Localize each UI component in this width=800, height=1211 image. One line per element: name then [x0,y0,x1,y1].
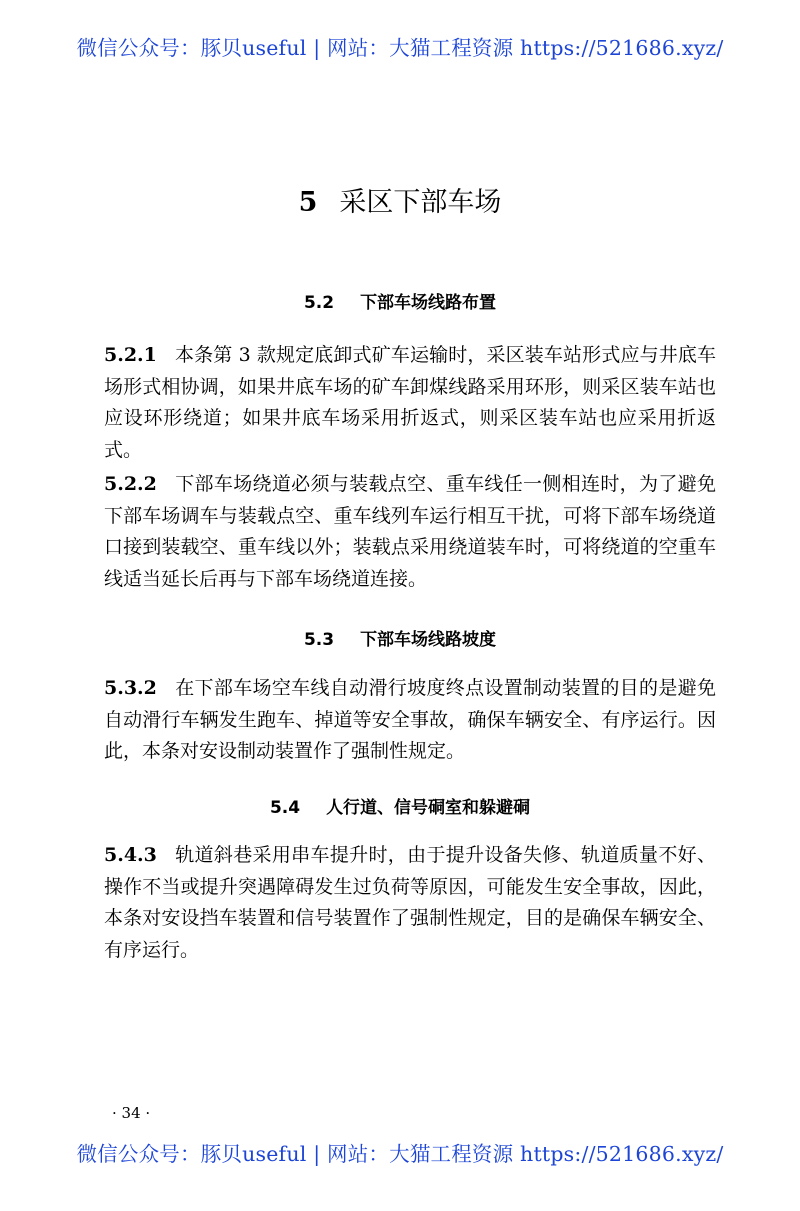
section-title-5-4 [0,793,800,818]
chapter-number: 5 [298,187,318,218]
section-name: 下部车场线路布置 [360,293,497,313]
section-name: 下部车场线路坡度 [360,630,497,650]
section-number: 5.3 [303,630,335,650]
chapter-name: 采区下部车场 [339,187,502,218]
clause-text: 轨道斜巷采用串车提升时，由于提升设备失修、轨道质量不好、操作不当或提升突遇障碍发生过负荷等原因，可能发生安全事故，因此，本条对安设挡车装置和信号装置作了强制性规定，目的是确保车辆安全、有序运行。 [104,844,716,961]
clause-5-2-1 [104,340,716,466]
clause-number: 5.2.2 [104,473,157,495]
section-name: 人行道、信号硐室和躲避硐 [326,798,531,818]
clause-5-4-3 [104,840,716,966]
chapter-title [0,180,800,219]
clause-text: 本条第 3 款规定底卸式矿车运输时，采区装车站形式应与井底车场形式相协调，如果井底车场的矿车卸煤线路采用环形，则采区装车站也应设环形绕道；如果井底车场采用折返式，则采区装车站也应采用折返式。 [104,344,716,461]
clause-number: 5.4.3 [104,844,157,866]
section-title-5-3 [0,625,800,650]
clause-number: 5.3.2 [104,677,157,699]
section-title-5-2 [0,288,800,313]
clause-5-2-2 [104,469,716,595]
watermark-bottom: 微信公众号：豚贝useful | 网站：大猫工程资源 https://521686.xyz/ [76,1142,724,1166]
clause-5-3-2 [104,673,716,768]
section-number: 5.4 [269,798,301,818]
page-number: · 34 · [112,1104,151,1122]
section-number: 5.2 [303,293,335,313]
clause-text: 在下部车场空车线自动滑行坡度终点设置制动装置的目的是避免自动滑行车辆发生跑车、掉道等安全事故，确保车辆安全、有序运行。因此，本条对安设制动装置作了强制性规定。 [104,677,716,762]
clause-text: 下部车场绕道必须与装载点空、重车线任一侧相连时，为了避免下部车场调车与装载点空、重车线列车运行相互干扰，可将下部车场绕道口接到装载空、重车线以外；装载点采用绕道装车时，可将绕道的空重车线适当延长后再与下部车场绕道连接。 [104,473,716,590]
watermark-top: 微信公众号：豚贝useful | 网站：大猫工程资源 https://521686.xyz/ [76,36,724,60]
clause-number: 5.2.1 [104,344,157,366]
